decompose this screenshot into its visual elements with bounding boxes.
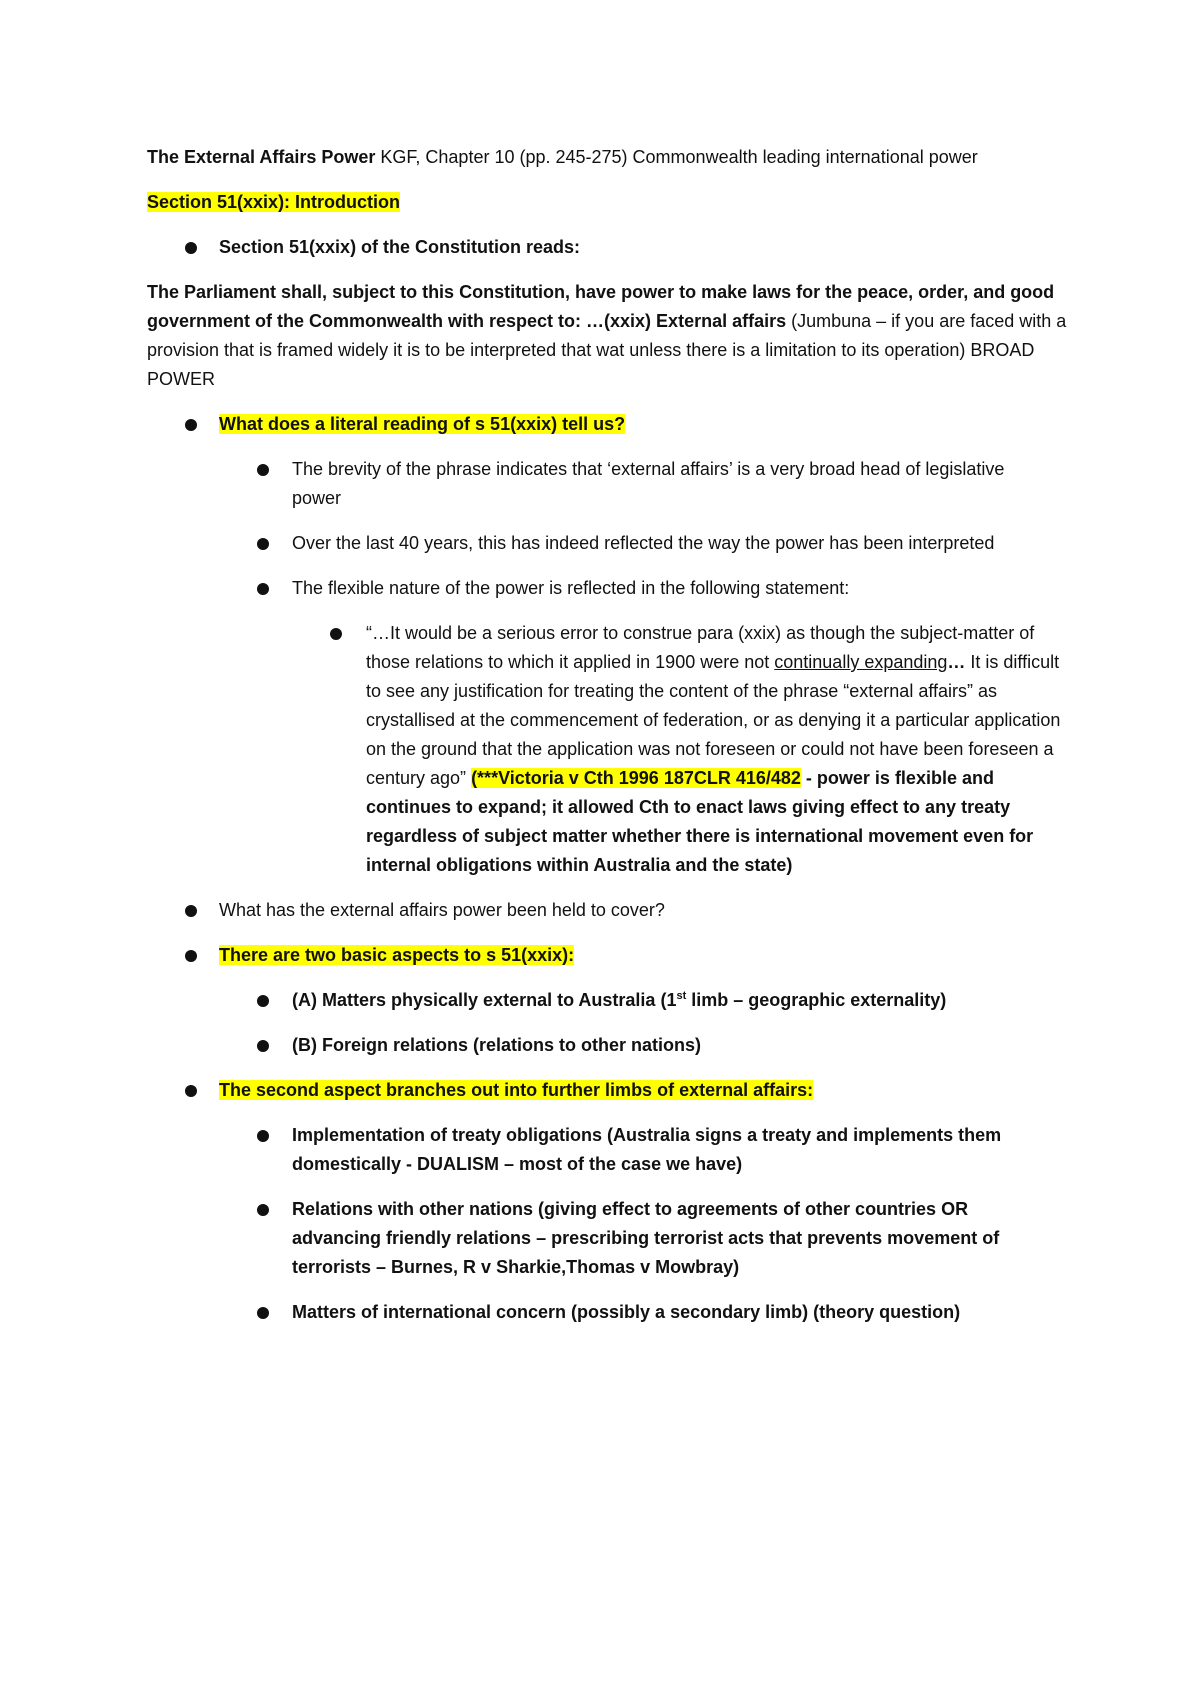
constitution-quote (147, 278, 1080, 394)
bullet-icon (257, 583, 269, 595)
bullet-icon (330, 628, 342, 640)
list-item-treaty-obligations (147, 1121, 1080, 1179)
list-item-text: There are two basic aspects to s 51(xxix): (219, 945, 575, 965)
aspect-a-end: limb – geographic externality) (686, 990, 947, 1010)
list-item-text: Matters of international concern (possibly a secondary limb) (theory question) (292, 1302, 961, 1322)
bullet-icon (185, 950, 197, 962)
bullet-icon (185, 242, 197, 254)
list-item-brevity (147, 455, 1080, 513)
section-heading-text: Section 51(xxix): Introduction (147, 192, 401, 212)
list-item-text: Over the last 40 years, this has indeed reflected the way the power has been interpreted (292, 533, 995, 553)
bullet-icon (257, 538, 269, 550)
list-item-text: The brevity of the phrase indicates that ‘external affairs’ is a very broad head of legislative power (292, 459, 1005, 508)
list-item-last-40-years (147, 529, 1080, 558)
list-item-text: What does a literal reading of s 51(xxix) tell us? (219, 414, 626, 434)
list-item-flexible-nature (147, 574, 1080, 603)
bullet-icon (257, 1130, 269, 1142)
case-citation: (***Victoria v Cth 1996 187CLR 416/482 (471, 768, 801, 788)
section-heading (147, 188, 1080, 217)
list-item-aspect-b (147, 1031, 1080, 1060)
quote-middle: It is difficult to see any justification for treating the content of the phrase “external affairs” as crystallised at the commencement of federation, or as denying it a particular application on the ground that the application was not foreseen or could not have been foreseen a century ago” (366, 652, 1061, 788)
quote-underlined: continually expanding (774, 652, 948, 672)
list-item-victoria-quote (147, 619, 1080, 880)
bullet-icon (257, 464, 269, 476)
bullet-icon (257, 1040, 269, 1052)
aspect-a-superscript: st (676, 990, 687, 1002)
document-title (147, 143, 1080, 172)
list-item-relations-other-nations (147, 1195, 1080, 1282)
quote-start: “…It would be a serious error to construe para (xxix) as though the subject-matter of those relations to which it applied in 1900 were not (366, 623, 1035, 672)
list-item-international-concern (147, 1298, 1080, 1327)
quote-rest: (Jumbuna – if you are faced with a provision that is framed widely it is to be interpreted that wat unless there is a limitation to its operation) BROAD POWER (147, 311, 1067, 389)
bullet-icon (185, 905, 197, 917)
title-rest: KGF, Chapter 10 (pp. 245-275) Commonwealth leading international power (375, 147, 978, 167)
list-item-cover-question (147, 896, 1080, 925)
bullet-icon (185, 419, 197, 431)
list-item-text: Relations with other nations (giving effect to agreements of other countries OR advancing friendly relations – prescribing terrorist acts that prevents movement of terrorists – Burnes, R v Sharkie,Thomas v Mowbray) (292, 1199, 1000, 1277)
list-item-text: The second aspect branches out into further limbs of external affairs: (219, 1080, 814, 1100)
aspect-a-start: (A) Matters physically external to Australia (1 (292, 990, 677, 1010)
list-item-constitution (147, 233, 1080, 262)
title-bold: The External Affairs Power (147, 147, 376, 167)
list-item-text: The flexible nature of the power is reflected in the following statement: (292, 578, 850, 598)
bullet-icon (257, 1307, 269, 1319)
list-item-two-aspects (147, 941, 1080, 970)
list-item-text: Section 51(xxix) of the Constitution reads: (219, 237, 581, 257)
list-item-aspect-a (147, 986, 1080, 1015)
bullet-icon (257, 995, 269, 1007)
quote-bold: The Parliament shall, subject to this Constitution, have power to make laws for the peace, order, and good government of the Commonwealth with respect to: …(xxix) External affairs (147, 282, 1055, 331)
bullet-icon (185, 1085, 197, 1097)
list-item-text: What has the external affairs power been held to cover? (219, 900, 665, 920)
bullet-icon (257, 1204, 269, 1216)
list-item-text: (B) Foreign relations (relations to other nations) (292, 1035, 702, 1055)
list-item-literal-question (147, 410, 1080, 439)
case-explanation: - power is flexible and continues to expand; it allowed Cth to enact laws giving effect to any treaty regardless of subject matter whether there is international movement even for internal obligations within Australia and the state) (366, 768, 1034, 875)
list-item-second-aspect (147, 1076, 1080, 1105)
list-item-text: Implementation of treaty obligations (Australia signs a treaty and implements them domestically - DUALISM – most of the case we have) (292, 1125, 1002, 1174)
quote-ellipsis: … (947, 652, 966, 672)
